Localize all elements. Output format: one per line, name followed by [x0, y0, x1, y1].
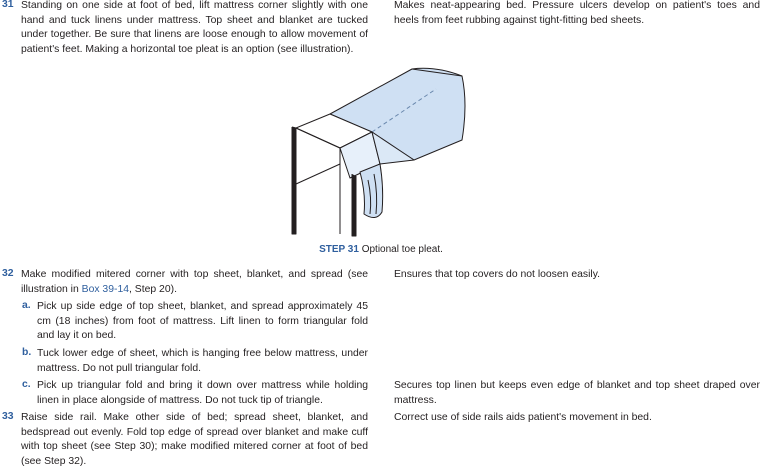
- step-33-action: Raise side rail. Make other side of bed; spread sheet, blanket, and bedspread out evenly. Fold top edge of spread over blanket and make cuff with top sheet (see Step 30); make modified mitered corner at foot of bed (see Step 32).: [21, 412, 368, 467]
- step-32-action: [21, 268, 368, 297]
- substep-a-text: Pick up side edge of top sheet, blanket, and spread approximately 45 cm (18 inches) from foot of mattress. Lift linen to form triangular fold and lay it on bed.: [37, 301, 368, 342]
- step-31-action: Standing on one side at foot of bed, lift mattress corner slightly with one hand and tuck linens under mattress. Top sheet and blanket are tucked under together. Be sure that linens are loose enough to allow movement of patient's feet. Making a horizontal toe pleat is an option (see illustration).: [21, 0, 368, 55]
- toe-pleat-illustration: [286, 64, 468, 240]
- step-number-32: 32: [2, 268, 14, 279]
- substep-c-rationale: Secures top linen but keeps even edge of blanket and top sheet draped over mattress.: [394, 380, 760, 406]
- step-31-rationale: Makes neat-appearing bed. Pressure ulcers develop on patient's toes and heels from feet rubbing against tight-fitting bed sheets.: [394, 0, 760, 26]
- bed-illustration: [292, 68, 465, 236]
- substep-a-letter: a.: [22, 300, 31, 311]
- substep-c-letter: c.: [22, 379, 31, 390]
- step-number-33: 33: [2, 411, 14, 422]
- step-number-31: 31: [2, 0, 14, 10]
- figure-caption: [0, 244, 762, 255]
- step-32-action-text: Make modified mitered corner with top sheet, blanket, and spread (see illustration in: [21, 269, 368, 295]
- box-39-14-link[interactable]: Box 39-14: [81, 283, 130, 295]
- substep-b-letter: b.: [22, 347, 32, 358]
- substep-c-text: Pick up triangular fold and bring it down over mattress while holding linen in place alongside of mattress. Do not tuck tip of triangle.: [37, 380, 368, 406]
- step-33-rationale: Correct use of side rails aids patient's movement in bed.: [394, 412, 652, 423]
- figure-step-label: STEP 31: [319, 244, 359, 255]
- step-32-rationale: Ensures that top covers do not loosen easily.: [394, 269, 601, 280]
- substep-b-text: Tuck lower edge of sheet, which is hanging free below mattress, under mattress. Do not pull triangular fold.: [37, 348, 368, 374]
- step-32-action-tail: , Step 20).: [129, 283, 177, 295]
- figure-caption-text: Optional toe pleat.: [361, 244, 443, 255]
